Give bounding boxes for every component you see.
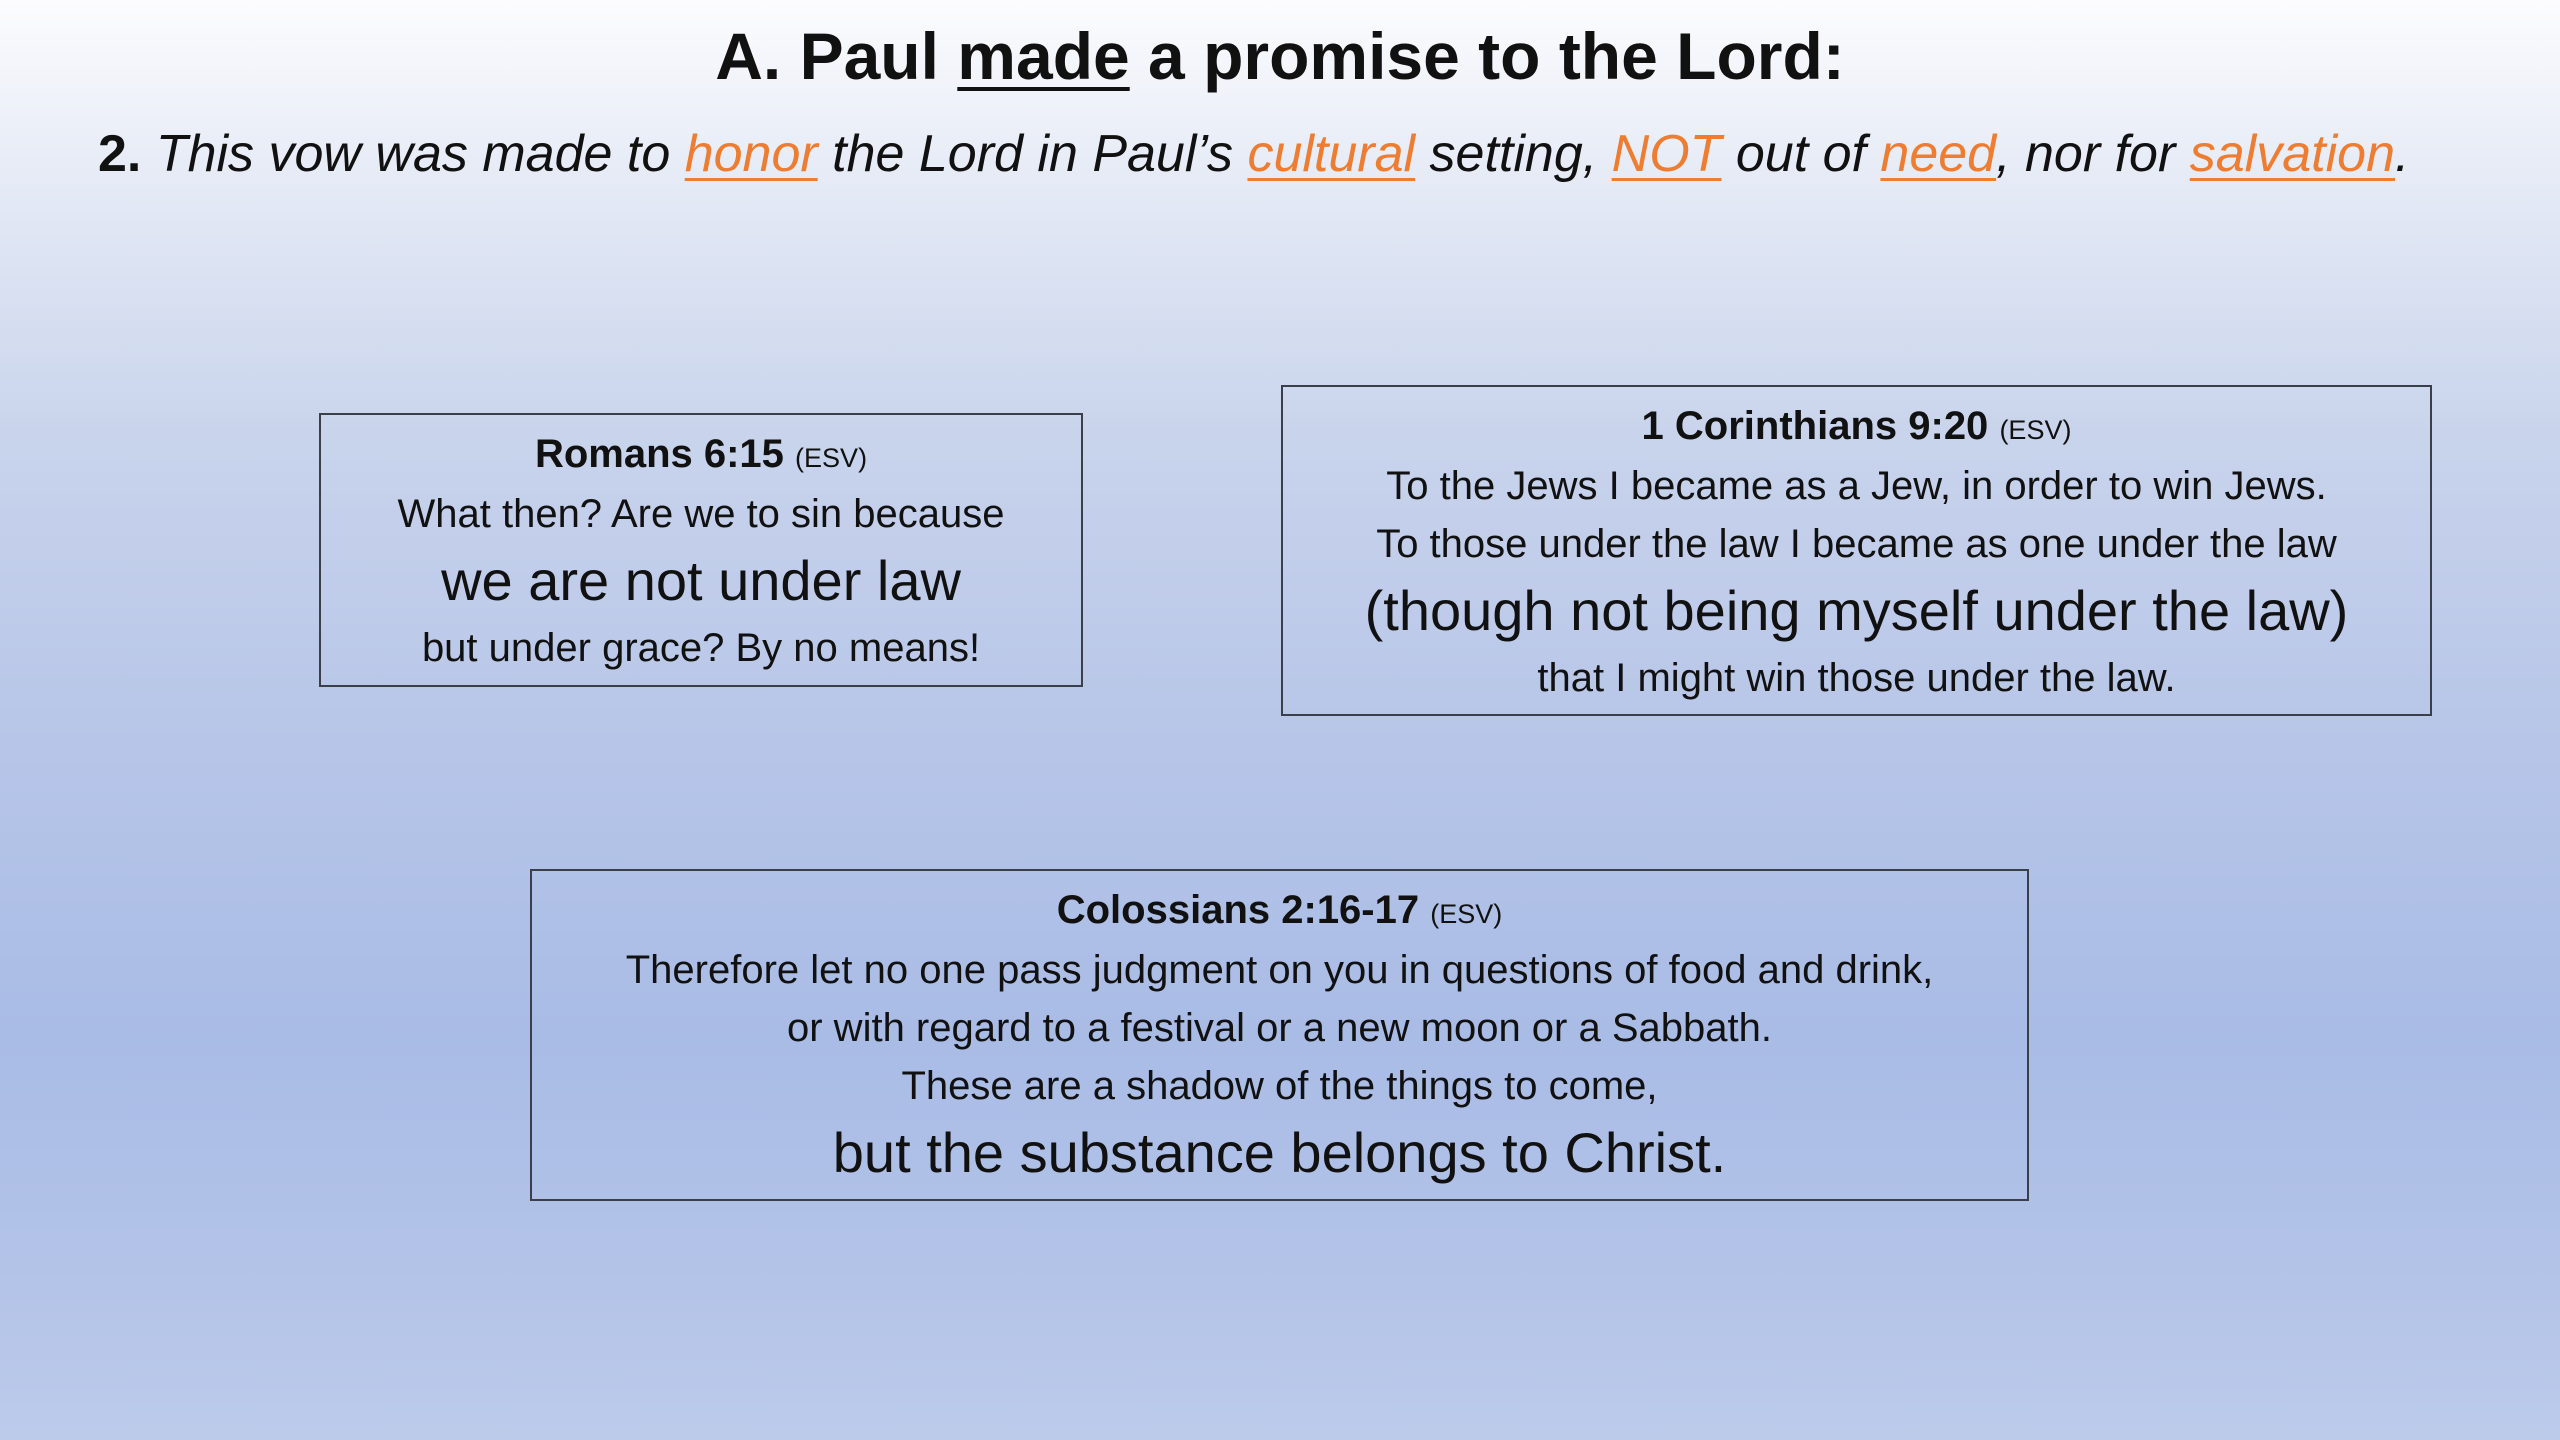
point-text-segment: out of <box>1721 125 1881 183</box>
verse-line-emphasis: (though not being myself under the law) <box>1364 579 2349 642</box>
slide-title <box>0 16 2560 96</box>
verse-box-colossians <box>530 869 2029 1201</box>
verse-line-emphasis: we are not under law <box>441 549 961 612</box>
verse-line: What then? Are we to sin because <box>397 492 1005 536</box>
title-underlined-word: made <box>957 19 1130 93</box>
point-statement <box>98 118 2518 190</box>
verse-reference <box>321 427 1081 485</box>
point-keyword-need: need <box>1880 125 1997 183</box>
verse-line: These are a shadow of the things to come, <box>901 1064 1658 1108</box>
title-prefix: A. Paul <box>715 19 958 93</box>
verse-line: To the Jews I became as a Jew, in order to win Jews. <box>1386 464 2327 508</box>
verse-line: or with regard to a festival or a new moon or a Sabbath. <box>787 1006 1772 1050</box>
point-text-segment: This vow was made to <box>141 125 685 183</box>
verse-version: (ESV) <box>1999 415 2072 445</box>
verse-version: (ESV) <box>1430 899 1503 929</box>
point-keyword-cultural: cultural <box>1247 125 1416 183</box>
point-keyword-not: NOT <box>1611 125 1722 183</box>
point-text-segment: setting, <box>1415 125 1612 183</box>
point-keyword-honor: honor <box>684 125 818 183</box>
verse-line: To those under the law I became as one under the law <box>1376 522 2337 566</box>
verse-reference-name: 1 Corinthians 9:20 <box>1641 404 1989 448</box>
title-suffix: a promise to the Lord: <box>1129 19 1845 93</box>
verse-line-emphasis: but the substance belongs to Christ. <box>832 1121 1727 1184</box>
point-text-segment: , nor for <box>1996 125 2190 183</box>
point-number: 2. <box>98 125 142 183</box>
verse-reference-name: Romans 6:15 <box>534 432 784 476</box>
verse-line: that I might win those under the law. <box>1537 656 2176 700</box>
verse-box-corinthians <box>1281 385 2432 716</box>
verse-line: but under grace? By no means! <box>421 626 981 670</box>
verse-line: Therefore let no one pass judgment on you in questions of food and drink, <box>625 948 1934 992</box>
verse-reference <box>532 883 2027 941</box>
verse-reference <box>1283 399 2430 457</box>
verse-version: (ESV) <box>795 443 868 473</box>
verse-box-romans <box>319 413 1083 687</box>
point-text-segment: the Lord in Paul’s <box>817 125 1248 183</box>
verse-reference-name: Colossians 2:16-17 <box>1056 888 1420 932</box>
point-keyword-salvation: salvation <box>2189 125 2395 183</box>
point-text-segment: . <box>2394 125 2410 183</box>
